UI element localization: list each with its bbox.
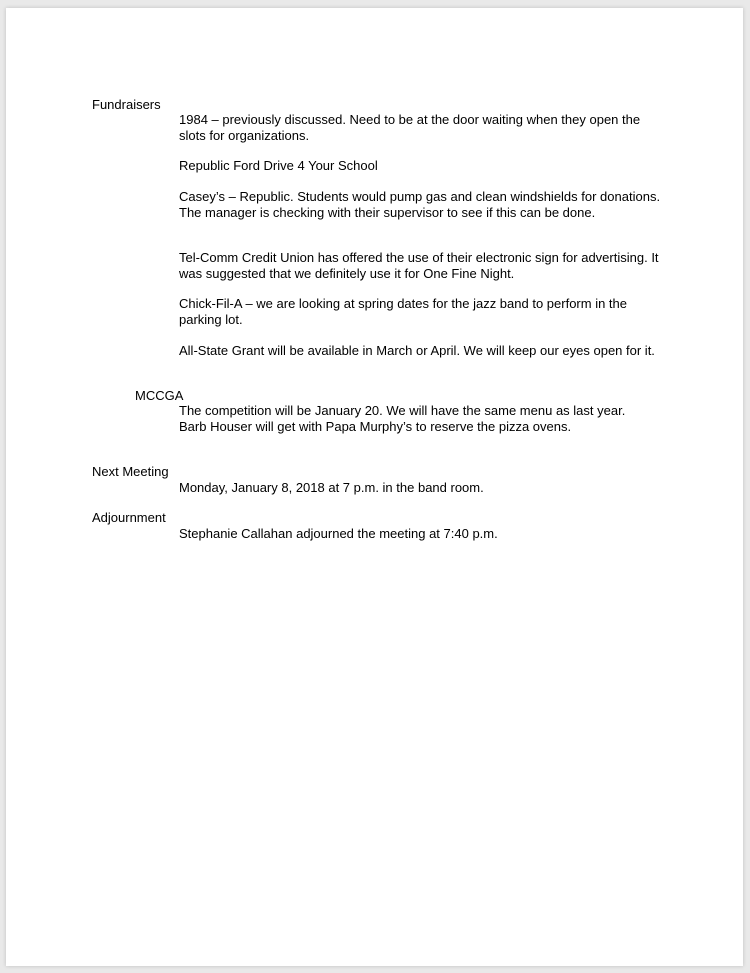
fundraisers-heading: Fundraisers (92, 97, 161, 112)
paragraph-text: Republic Ford Drive 4 Your School (179, 158, 378, 173)
adjournment-text (179, 526, 669, 542)
document-page (6, 8, 743, 966)
mccga-details (179, 403, 669, 434)
paragraph-text: Casey’s – Republic. Students would pump gas and clean windshields for donations. The manager is checking with their supervisor to see if this can be done. (179, 189, 661, 220)
paragraph-text: Monday, January 8, 2018 at 7 p.m. in the band room. (179, 480, 484, 495)
next-meeting-heading: Next Meeting (92, 464, 169, 479)
paragraph-text: All-State Grant will be available in March or April. We will keep our eyes open for it. (179, 343, 655, 358)
paragraph-text: Chick-Fil-A – we are looking at spring dates for the jazz band to perform in the parking lot. (179, 296, 627, 327)
adjournment-heading: Adjournment (92, 510, 166, 525)
next-meeting-text (179, 480, 669, 496)
paragraph-text: Stephanie Callahan adjourned the meeting at 7:40 p.m. (179, 526, 498, 541)
paragraph-text: 1984 – previously discussed. Need to be at the door waiting when they open the slots for organizations. (179, 112, 641, 143)
fundraiser-item-allstate (179, 343, 669, 359)
fundraiser-item-republic-ford (179, 158, 669, 174)
fundraiser-item-chick-fil-a (179, 296, 669, 327)
paragraph-text: Tel-Comm Credit Union has offered the use of their electronic sign for advertising. It was suggested that we definitely use it for One Fine Night. (179, 250, 659, 281)
fundraiser-item-caseys (179, 189, 669, 220)
mccga-heading: MCCGA (135, 388, 184, 403)
mccga-line: The competition will be January 20. We will have the same menu as last year. (179, 403, 626, 418)
fundraiser-item-telcomm (179, 250, 669, 281)
fundraiser-item-1984 (179, 112, 669, 143)
mccga-line: Barb Houser will get with Papa Murphy’s to reserve the pizza ovens. (179, 418, 572, 434)
